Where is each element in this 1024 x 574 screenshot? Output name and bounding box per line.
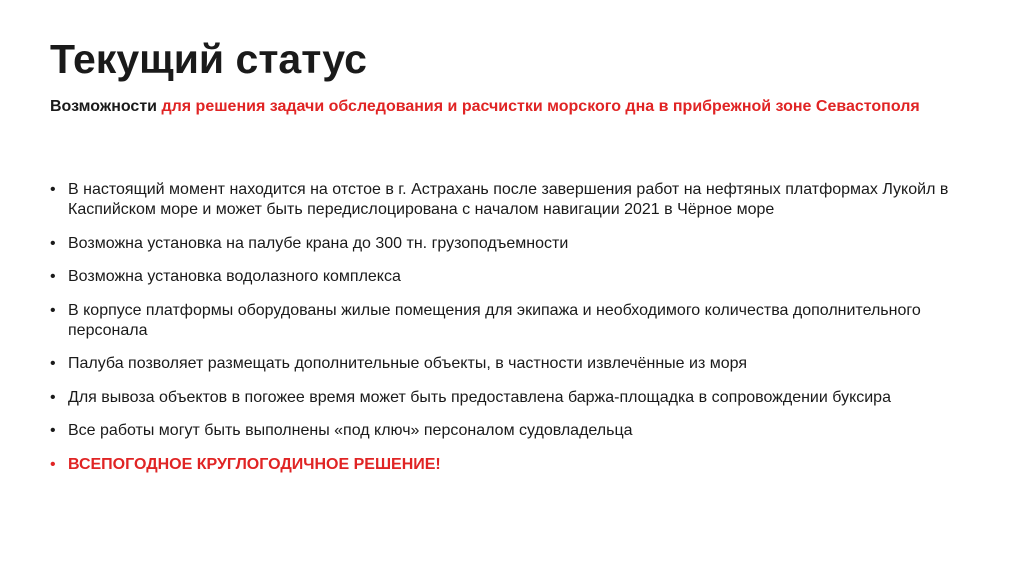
bullet-text: Палуба позволяет размещать дополнительные объекты, в частности извлечённые из моря	[68, 355, 748, 372]
slide-subtitle	[50, 98, 970, 116]
bullet-dot-icon: •	[50, 234, 56, 252]
bullet-text: Возможна установка на палубе крана до 300 тн. грузоподъемности	[68, 234, 569, 252]
bullet-list	[48, 180, 988, 488]
bullet-dot-icon: •	[50, 301, 56, 319]
bullet-dot-icon: •	[50, 422, 56, 439]
bullet-item	[48, 180, 988, 220]
subtitle-lead: Возможности	[50, 98, 157, 115]
subtitle-rest: для решения задачи обследования и расчистки морского дна в прибрежной зоне Севастополя	[157, 98, 920, 115]
bullet-text: В настоящий момент находится на отстое в г. Астрахань после завершения работ на нефтяных платформах Лукойл в Каспийском море и может быть передислоцирована с началом навигации 2021 в Чёрное море	[68, 181, 949, 218]
bullet-item	[48, 354, 988, 374]
bullet-dot-icon: •	[50, 355, 56, 372]
bullet-item-highlight	[48, 455, 988, 475]
bullet-item	[48, 388, 988, 408]
bullet-text-highlight: ВСЕПОГОДНОЕ КРУГЛОГОДИЧНОЕ РЕШЕНИЕ!	[68, 455, 441, 473]
bullet-text: В корпусе платформы оборудованы жилые помещения для экипажа и необходимого количества дополнительного персонала	[68, 301, 921, 339]
bullet-item	[48, 421, 988, 441]
bullet-text: Возможна установка водолазного комплекса	[68, 268, 401, 285]
bullet-item	[48, 267, 988, 287]
bullet-dot-icon: •	[50, 268, 56, 285]
bullet-text: Для вывоза объектов в погожее время может быть предоставлена баржа-площадка в сопровождении буксира	[68, 388, 891, 406]
slide-title: Текущий статус	[50, 36, 367, 82]
bullet-dot-icon: •	[50, 455, 56, 473]
bullet-item	[48, 234, 988, 254]
bullet-item	[48, 301, 988, 341]
bullet-text: Все работы могут быть выполнены «под ключ» персоналом судовладельца	[68, 422, 633, 439]
bullet-dot-icon: •	[50, 181, 56, 198]
bullet-dot-icon: •	[50, 388, 56, 406]
